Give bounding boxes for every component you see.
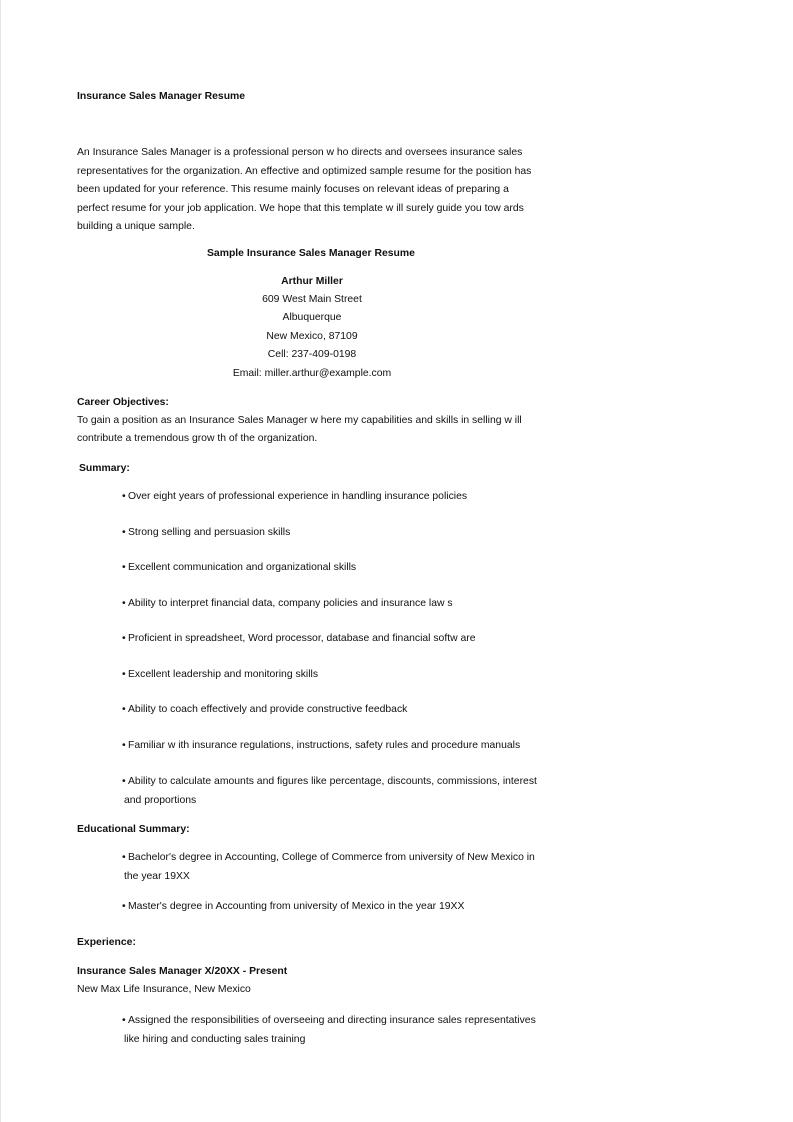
list-item: • Familiar w ith insurance regulations, instructions, safety rules and procedure manuals <box>124 737 520 756</box>
intro-line: building a unique sample. <box>77 221 195 233</box>
bullet-icon: • <box>122 852 126 863</box>
experience-heading: Experience: <box>77 937 136 948</box>
list-item: • Ability to calculate amounts and figures like percentage, discounts, commissions, interest and proportions <box>124 773 537 810</box>
contact-street: 609 West Main Street <box>262 294 362 305</box>
intro-line: been updated for your reference. This resume mainly focuses on relevant ideas of preparing a <box>77 184 509 196</box>
bullet-icon: • <box>122 1015 126 1026</box>
bullet-icon: • <box>122 562 126 573</box>
bullet-icon: • <box>122 633 126 644</box>
contact-city: Albuquerque <box>282 312 342 323</box>
bullet-icon: • <box>122 901 126 912</box>
sample-heading: Sample Insurance Sales Manager Resume <box>207 248 415 259</box>
intro-line: An Insurance Sales Manager is a professional person w ho directs and oversees insurance sales <box>77 147 523 158</box>
bullet-icon: • <box>122 669 126 680</box>
bullet-icon: • <box>122 491 126 502</box>
list-item: • Over eight years of professional experience in handling insurance policies <box>124 488 467 507</box>
contact-state-zip: New Mexico, 87109 <box>266 331 358 342</box>
bullet-icon: • <box>122 776 126 787</box>
company-name: New Max Life Insurance, New Mexico <box>77 984 251 995</box>
career-heading: Career Objectives: <box>77 397 169 408</box>
document-title: Insurance Sales Manager Resume <box>77 91 246 102</box>
list-item: • Excellent leadership and monitoring skills <box>124 666 318 685</box>
list-item: • Strong selling and persuasion skills <box>124 524 290 543</box>
intro-line: perfect resume for your job application. We hope that this template w ill surely guide you tow ards <box>77 202 524 214</box>
education-heading: Educational Summary: <box>77 824 190 835</box>
list-item: • Master's degree in Accounting from university of Mexico in the year 19XX <box>124 898 464 917</box>
contact-cell: Cell: 237-409-0198 <box>267 349 357 360</box>
job-title: Insurance Sales Manager X/20XX - Present <box>77 966 288 977</box>
list-item: • Assigned the responsibilities of overseeing and directing insurance sales representatives like hiring and conducting sales training <box>124 1012 536 1049</box>
intro-line: representatives for the organization. An effective and optimized sample resume for the position has <box>77 165 532 177</box>
bullet-icon: • <box>122 704 126 715</box>
intro-paragraph <box>77 144 557 237</box>
contact-name: Arthur Miller <box>281 276 343 287</box>
list-item: • Proficient in spreadsheet, Word processor, database and financial softw are <box>124 630 476 649</box>
list-item: • Excellent communication and organizational skills <box>124 559 356 578</box>
list-item: • Bachelor's degree in Accounting, College of Commerce from university of New Mexico in the year 19XX <box>124 849 535 886</box>
list-item: • Ability to coach effectively and provide constructive feedback <box>124 701 407 720</box>
list-item: • Ability to interpret financial data, company policies and insurance law s <box>124 595 453 614</box>
bullet-icon: • <box>122 740 126 751</box>
career-line: To gain a position as an Insurance Sales Manager w here my capabilities and skills in selling w ill <box>77 415 522 426</box>
career-line: contribute a tremendous grow th of the organization. <box>77 433 318 444</box>
summary-heading: Summary: <box>79 463 130 474</box>
bullet-icon: • <box>122 598 126 609</box>
bullet-icon: • <box>122 527 126 538</box>
contact-email: Email: miller.arthur@example.com <box>232 368 392 379</box>
